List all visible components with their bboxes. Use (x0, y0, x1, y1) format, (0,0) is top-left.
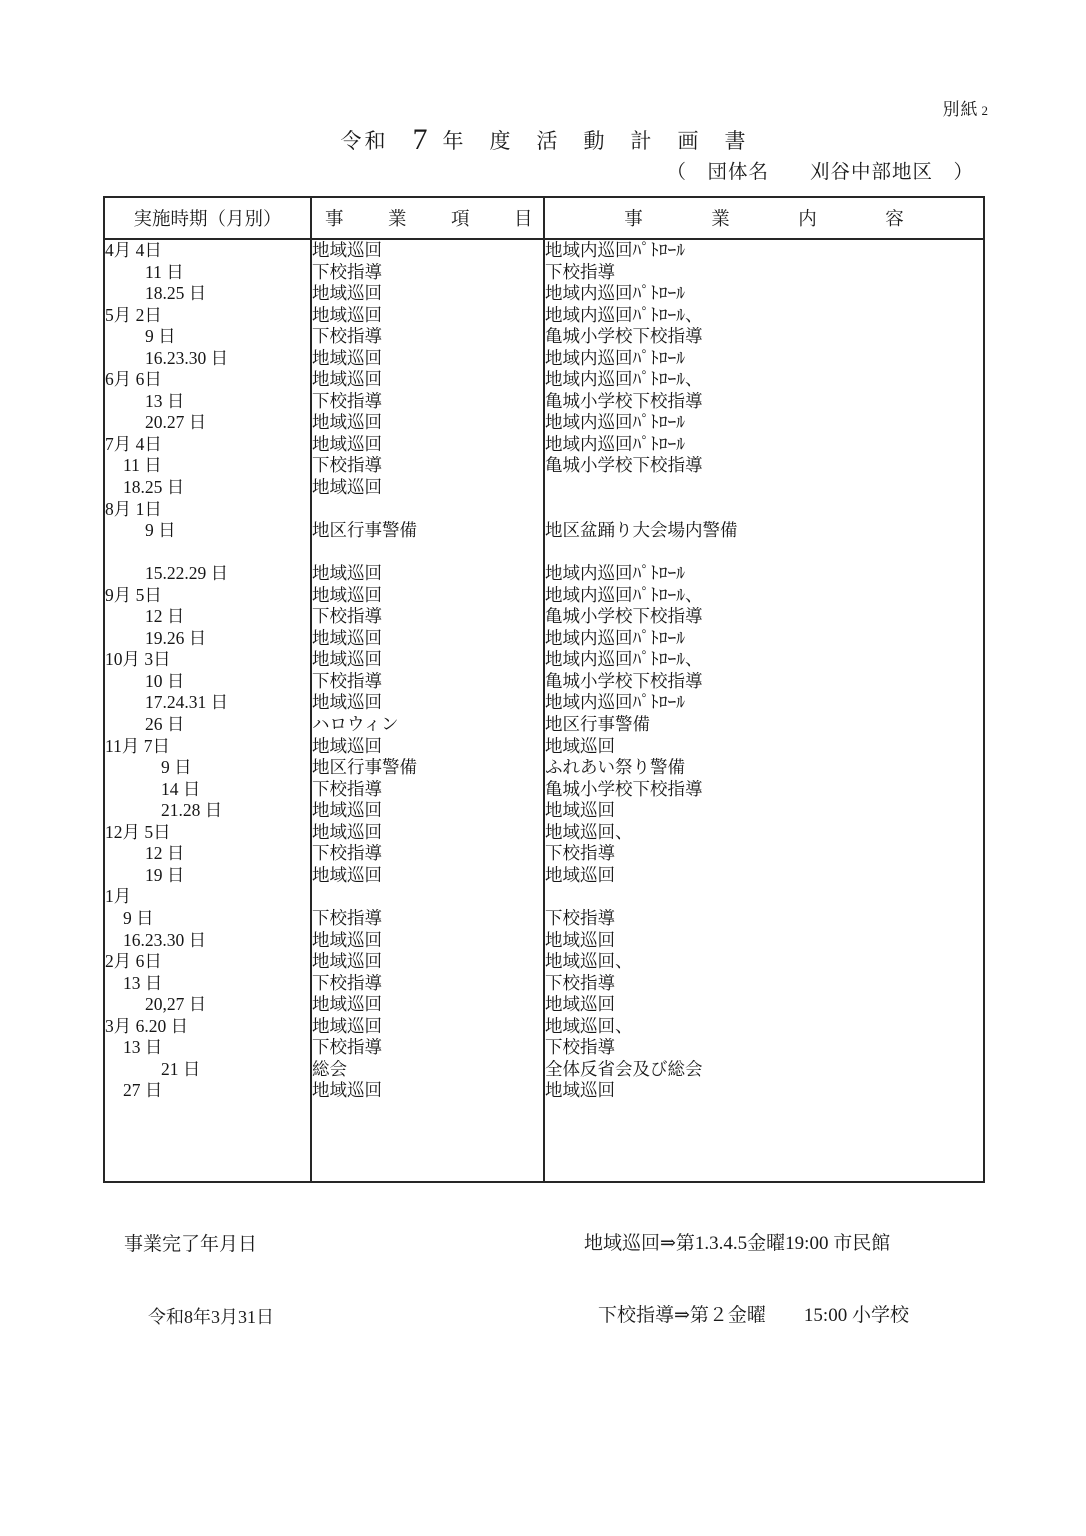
schedule-content: 地域巡回 (545, 800, 615, 821)
schedule-content: 地域内巡回ﾊﾟﾄﾛｰﾙ (545, 433, 685, 454)
schedule-content: 地域巡回 (545, 864, 615, 885)
schedule-date: 11 日 (123, 455, 162, 476)
schedule-content: 地域内巡回ﾊﾟﾄﾛｰﾙ、 (545, 369, 703, 390)
schedule-item: 下校指導 (312, 1037, 382, 1058)
schedule-date: 9 日 (145, 326, 176, 347)
schedule-item: 下校指導 (312, 261, 382, 282)
legend-block (584, 1184, 909, 1376)
title-rest: 年度活動計画書 (442, 129, 772, 153)
schedule-item: 地域巡回 (312, 800, 382, 821)
schedule-item (312, 886, 543, 908)
schedule-date: 6月 6日 (105, 369, 162, 390)
schedule-date: 26 日 (145, 714, 185, 735)
schedule-content (545, 499, 983, 521)
schedule-content: 亀城小学校下校指導 (545, 390, 703, 411)
schedule-content: 地域巡回 (545, 994, 615, 1015)
schedule-item: 地域巡回 (312, 649, 382, 670)
schedule-date: 4月 4日 (105, 240, 162, 260)
schedule-content: 下校指導 (545, 261, 615, 282)
title-era: 令和 (340, 129, 389, 153)
schedule-date: 15.22.29 日 (145, 563, 229, 584)
schedule-content: 亀城小学校下校指導 (545, 455, 703, 476)
schedule-content (545, 542, 983, 564)
table-body-row (104, 239, 984, 1182)
col-header-period: 実施時期（月別） (104, 197, 311, 239)
schedule-date: 14 日 (161, 778, 201, 799)
schedule-item: 下校指導 (312, 390, 382, 411)
attachment-label (943, 95, 990, 120)
schedule-item: 下校指導 (312, 606, 382, 627)
schedule-date: 17.24.31 日 (145, 692, 229, 713)
schedule-content (545, 886, 983, 908)
schedule-item: 地域巡回 (312, 627, 382, 648)
completion-label: 事業完了年月日 (124, 1234, 258, 1255)
schedule-content: 地域巡回 (545, 1080, 615, 1101)
schedule-content: ふれあい祭り警備 (545, 757, 685, 778)
schedule-date: 20,27 日 (145, 994, 207, 1015)
organization-line: （ 団体名 刈谷中部地区 ） (666, 162, 974, 183)
schedule-content: 地域内巡回ﾊﾟﾄﾛｰﾙ (545, 563, 685, 584)
schedule-item: 地域巡回 (312, 304, 382, 325)
schedule-item (312, 542, 543, 564)
contents-column (545, 240, 983, 1102)
schedule-item: 地域巡回 (312, 240, 382, 260)
items-column (312, 240, 543, 1102)
schedule-item: 地域巡回 (312, 433, 382, 454)
schedule-item: 地域巡回 (312, 735, 382, 756)
legend-patrol-note: 地域巡回⇒第1.3.4.5金曜19:00 市民館 (584, 1233, 891, 1254)
schedule-item: 下校指導 (312, 778, 382, 799)
schedule-date: 9 日 (145, 520, 176, 541)
schedule-item: 地区行事警備 (312, 757, 417, 778)
attachment-number: 2 (981, 103, 989, 118)
activity-plan-table (103, 196, 985, 1183)
schedule-date: 10月 3日 (105, 649, 171, 670)
schedule-item: 地域巡回 (312, 929, 382, 950)
schedule-date: 11 日 (145, 261, 184, 282)
period-cell (104, 239, 311, 1182)
schedule-item: 地域巡回 (312, 369, 382, 390)
schedule-item: 下校指導 (312, 326, 382, 347)
completion-block (124, 1185, 274, 1377)
schedule-item: 地域巡回 (312, 994, 382, 1015)
schedule-item: 地域巡回 (312, 864, 382, 885)
schedule-content: 全体反省会及び総会 (545, 1058, 703, 1079)
schedule-date: 18.25 日 (123, 477, 185, 498)
schedule-date: 19 日 (145, 864, 185, 885)
schedule-content: 地区行事警備 (545, 714, 650, 735)
table-header-row (104, 197, 984, 239)
schedule-date: 10 日 (145, 670, 185, 691)
schedule-date: 21.28 日 (161, 800, 223, 821)
schedule-date: 1月 (105, 886, 132, 907)
schedule-content: 下校指導 (545, 843, 615, 864)
schedule-item: 地域巡回 (312, 283, 382, 304)
completion-date: 令和8年3月31日 (148, 1307, 274, 1327)
schedule-content: 地域巡回、 (545, 1015, 633, 1036)
schedule-content: 亀城小学校下校指導 (545, 606, 703, 627)
schedule-item: 下校指導 (312, 455, 382, 476)
schedule-content: 亀城小学校下校指導 (545, 326, 703, 347)
schedule-item: 下校指導 (312, 670, 382, 691)
item-cell (311, 239, 544, 1182)
schedule-content: 地区盆踊り大会場内警備 (545, 520, 738, 541)
schedule-content: 地域内巡回ﾊﾟﾄﾛｰﾙ (545, 240, 685, 260)
schedule-content: 地域内巡回ﾊﾟﾄﾛｰﾙ (545, 283, 685, 304)
schedule-item: 地域巡回 (312, 563, 382, 584)
schedule-content: 地域内巡回ﾊﾟﾄﾛｰﾙ、 (545, 584, 703, 605)
schedule-date: 19.26 日 (145, 627, 207, 648)
dates-column (105, 240, 310, 1102)
schedule-date: 9 日 (123, 907, 154, 928)
schedule-content: 地域内巡回ﾊﾟﾄﾛｰﾙ (545, 692, 685, 713)
schedule-date: 9 日 (161, 757, 192, 778)
schedule-content: 地域巡回 (545, 735, 615, 756)
schedule-date: 13 日 (145, 390, 185, 411)
schedule-date: 13 日 (123, 1037, 163, 1058)
schedule-item: 地域巡回 (312, 951, 382, 972)
schedule-date: 12月 5日 (105, 821, 171, 842)
schedule-item: 地区行事警備 (312, 520, 417, 541)
schedule-date: 9月 5日 (105, 584, 162, 605)
schedule-item: 下校指導 (312, 843, 382, 864)
col-header-content: 事 業 内 容 (544, 197, 984, 239)
schedule-item: 地域巡回 (312, 692, 382, 713)
content-cell (544, 239, 984, 1182)
schedule-date: 12 日 (145, 843, 185, 864)
schedule-content (545, 477, 983, 499)
schedule-date: 12 日 (145, 606, 185, 627)
schedule-content: 地域内巡回ﾊﾟﾄﾛｰﾙ、 (545, 649, 703, 670)
schedule-date: 16.23.30 日 (145, 347, 229, 368)
schedule-content: 下校指導 (545, 907, 615, 928)
schedule-content: 下校指導 (545, 972, 615, 993)
title-year: 7 (412, 123, 428, 156)
schedule-item: 地域巡回 (312, 1015, 382, 1036)
schedule-content: 地域内巡回ﾊﾟﾄﾛｰﾙ (545, 627, 685, 648)
schedule-item: 下校指導 (312, 972, 382, 993)
schedule-date: 11月 7日 (105, 735, 170, 756)
attachment-text: 別紙 (942, 100, 979, 119)
schedule-item: 地域巡回 (312, 821, 382, 842)
schedule-item: 地域巡回 (312, 412, 382, 433)
schedule-date: 18.25 日 (145, 283, 207, 304)
schedule-content: 地域巡回 (545, 929, 615, 950)
schedule-item: 地域巡回 (312, 584, 382, 605)
schedule-content: 亀城小学校下校指導 (545, 778, 703, 799)
legend-school-note: 下校指導⇒第２金曜 15:00 小学校 (598, 1305, 909, 1326)
schedule-item: 下校指導 (312, 907, 382, 928)
schedule-date: 7月 4日 (105, 433, 162, 454)
schedule-item: 地域巡回 (312, 347, 382, 368)
schedule-content: 地域内巡回ﾊﾟﾄﾛｰﾙ (545, 347, 685, 368)
schedule-content: 亀城小学校下校指導 (545, 670, 703, 691)
schedule-date: 13 日 (123, 972, 163, 993)
schedule-content: 地域内巡回ﾊﾟﾄﾛｰﾙ (545, 412, 685, 433)
schedule-item: 総会 (312, 1058, 347, 1079)
schedule-date: 5月 2日 (105, 304, 162, 325)
schedule-item (312, 499, 543, 521)
schedule-content: 地域巡回、 (545, 951, 633, 972)
schedule-content: 地域巡回、 (545, 821, 633, 842)
page-title (0, 122, 1086, 156)
schedule-date: 27 日 (123, 1080, 163, 1101)
schedule-date (105, 542, 310, 564)
schedule-date: 3月 6.20 日 (105, 1015, 189, 1036)
schedule-item: 地域巡回 (312, 1080, 382, 1101)
schedule-content: 下校指導 (545, 1037, 615, 1058)
schedule-date: 20.27 日 (145, 412, 207, 433)
schedule-content: 地域内巡回ﾊﾟﾄﾛｰﾙ、 (545, 304, 703, 325)
schedule-date: 21 日 (161, 1058, 201, 1079)
schedule-date: 2月 6日 (105, 951, 162, 972)
schedule-date: 16.23.30 日 (123, 929, 207, 950)
schedule-item: 地域巡回 (312, 477, 382, 498)
schedule-item: ハロウィン (312, 714, 399, 735)
col-header-item: 事 業 項 目 (311, 197, 544, 239)
schedule-date: 8月 1日 (105, 498, 162, 519)
